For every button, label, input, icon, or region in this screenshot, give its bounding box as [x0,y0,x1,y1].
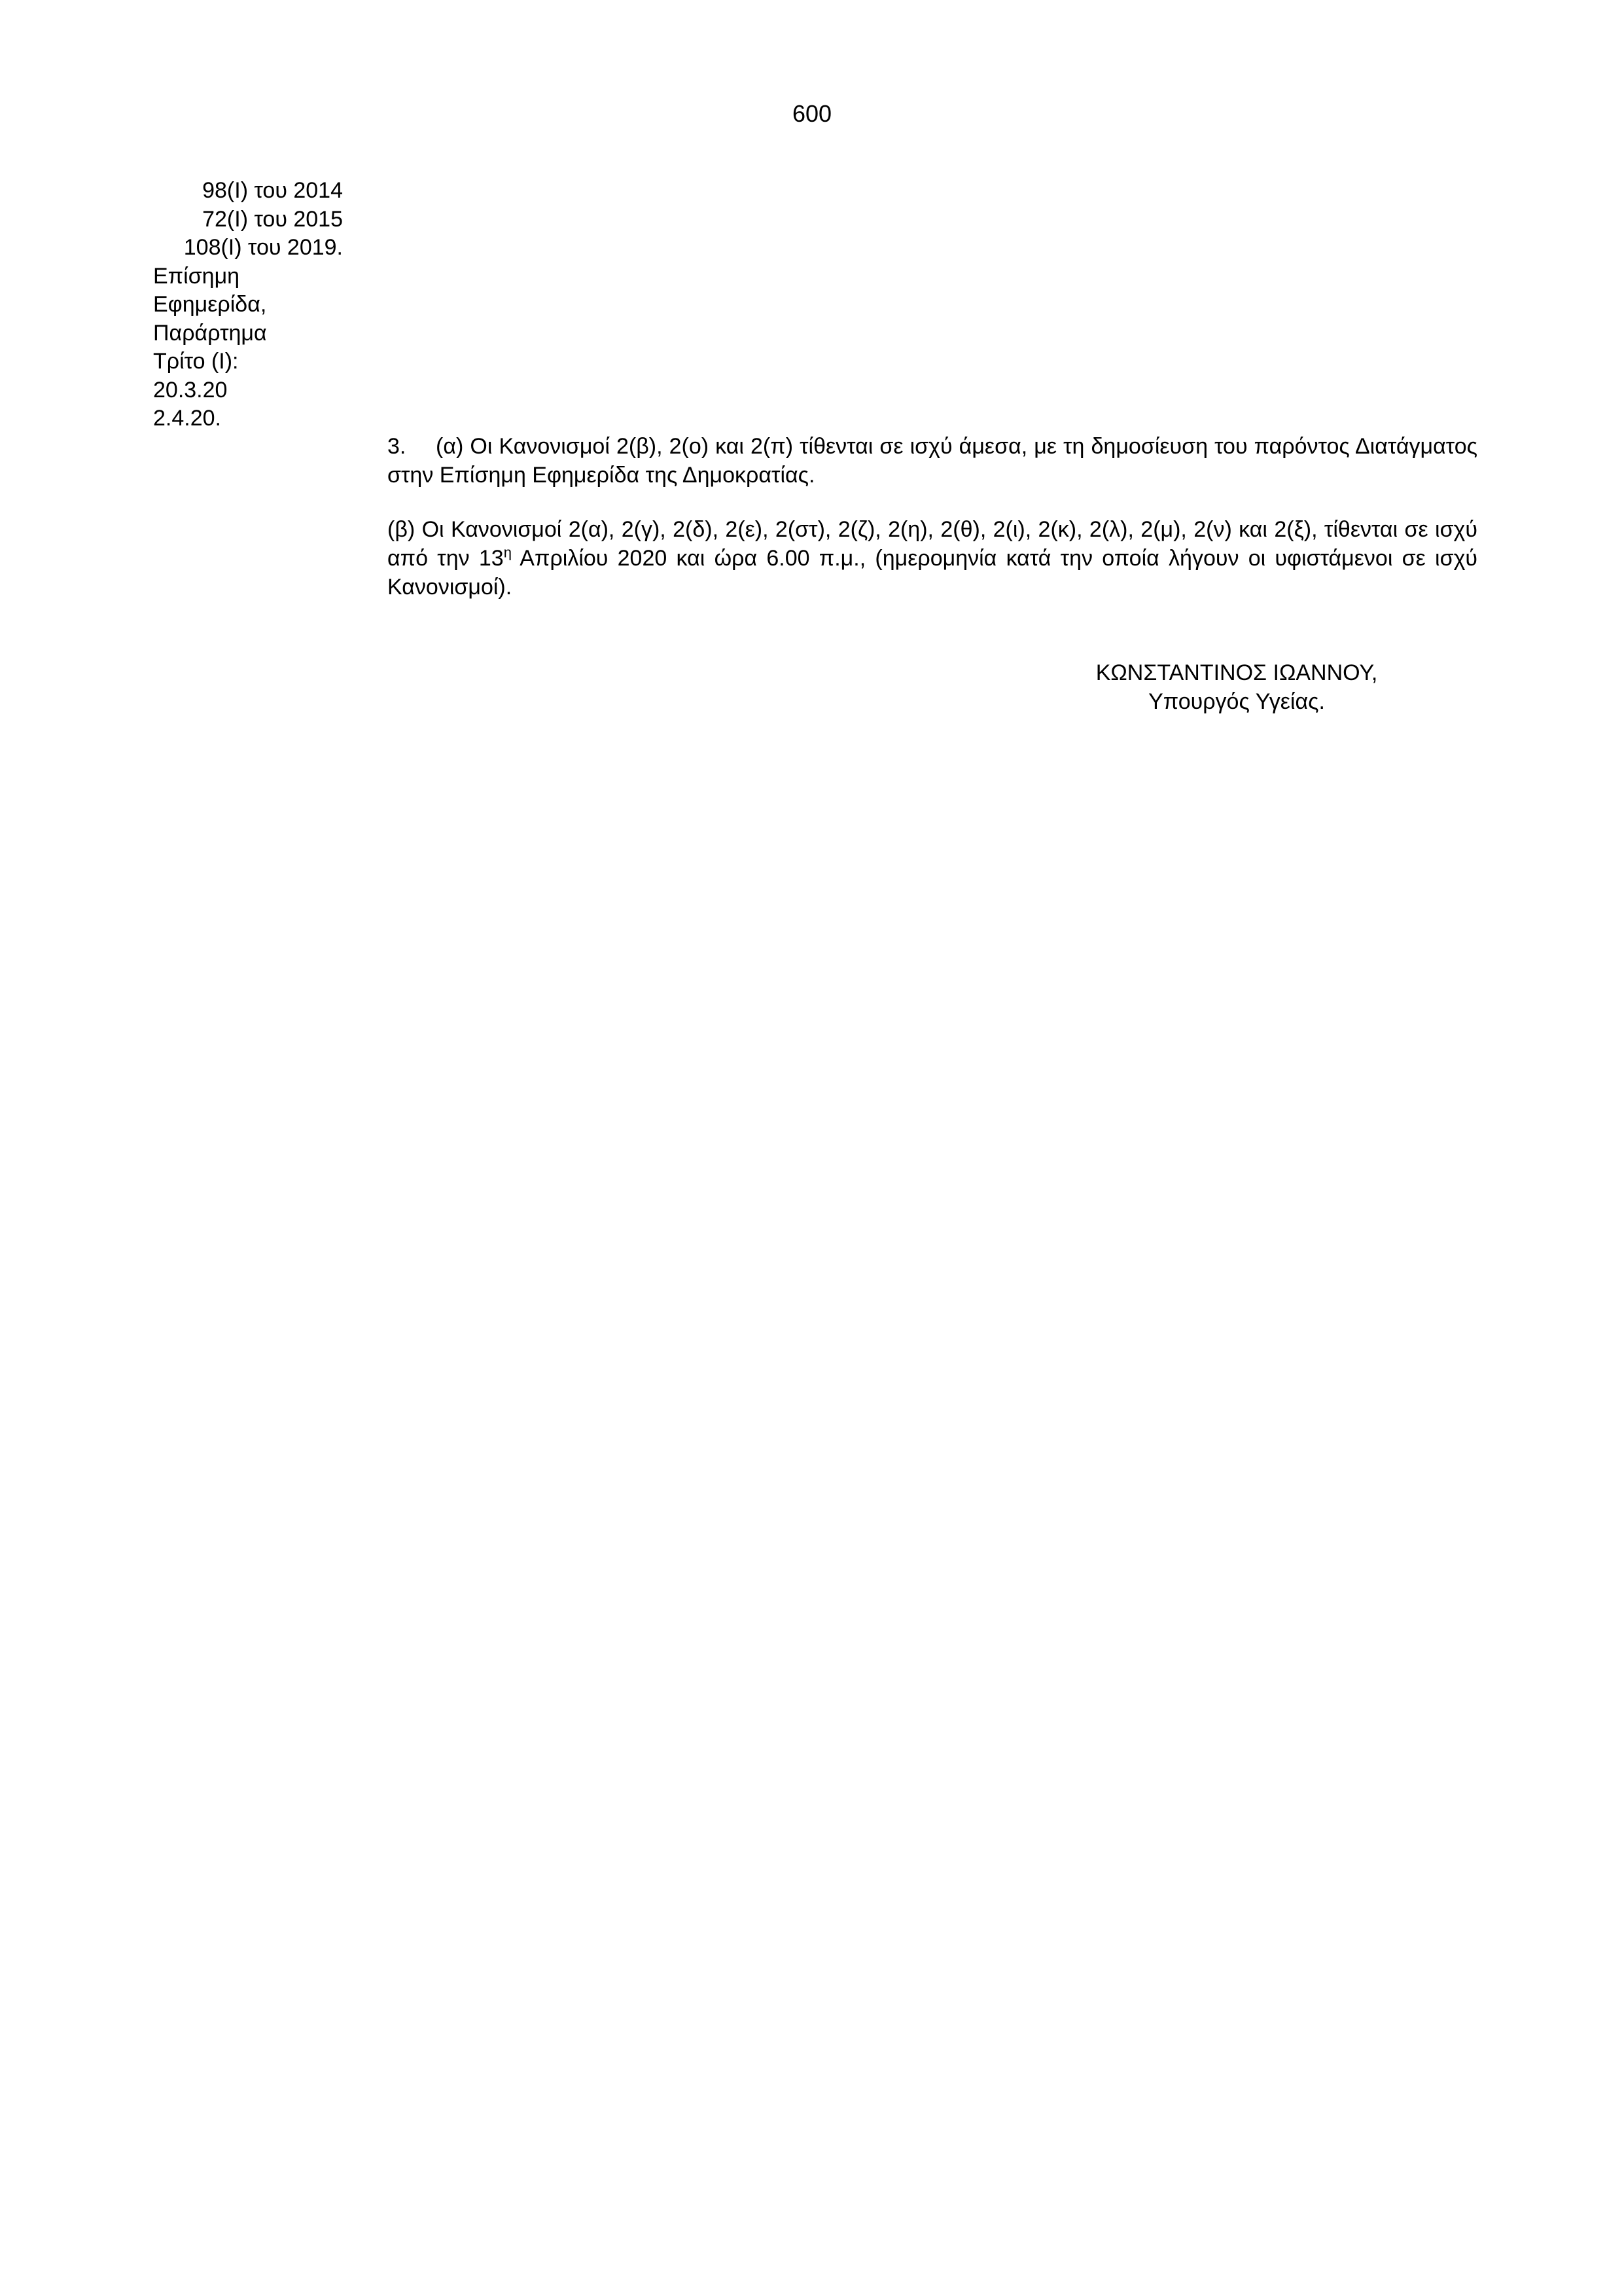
margin-law-2: 72(Ι) του 2015 [202,206,343,232]
paragraph-b-superscript: η [503,544,512,561]
margin-law-1: 98(Ι) του 2014 [202,178,343,203]
margin-gazette-2: Εφημερίδα, [153,292,267,317]
paragraph-3-number: 3. [387,434,406,459]
paragraph-b-text-before: (β) Οι Κανονισμοί 2(α), 2(γ), 2(δ), 2(ε), 2(στ), 2(ζ), 2(η), 2(θ), 2(ι), 2(κ), 2(λ), 2(μ), 2(ν) και 2(ξ), τίθενται σε ισχύ από την 13 [387,517,1477,571]
signature-name: ΚΩΝΣΤΑΝΤΙΝΟΣ ΙΩΑΝΝΟΥ, [1095,660,1378,685]
signature-title: Υπουργός Υγείας. [1148,689,1325,714]
page-number: 600 [792,100,832,127]
paragraph-3-text: (α) Οι Κανονισμοί 2(β), 2(ο) και 2(π) τίθενται σε ισχύ άμεσα, με τη δημοσίευση του παρόντος Διατάγματος στην Επίσημη Εφημερίδα της Δημοκρατίας. [387,434,1477,488]
signature-block [981,658,1492,716]
margin-gazette-4: Τρίτο (Ι): [153,349,239,374]
margin-gazette-5: 20.3.20 [153,377,228,403]
margin-notes [153,177,349,433]
margin-gazette-1: Επίσημη [153,263,240,289]
margin-gazette-3: Παράρτημα [153,320,267,346]
paragraph-b-text-after: Απριλίου 2020 και ώρα 6.00 π.μ., (ημερομηνία κατά την οποία λήγουν οι υφιστάμενοι σε ισχύ Κανονισμοί). [387,546,1478,600]
paragraph-3 [387,432,1477,490]
margin-gazette-6: 2.4.20. [153,406,221,431]
paragraph-b [387,515,1477,601]
margin-law-3: 108(Ι) του 2019. [183,235,343,260]
